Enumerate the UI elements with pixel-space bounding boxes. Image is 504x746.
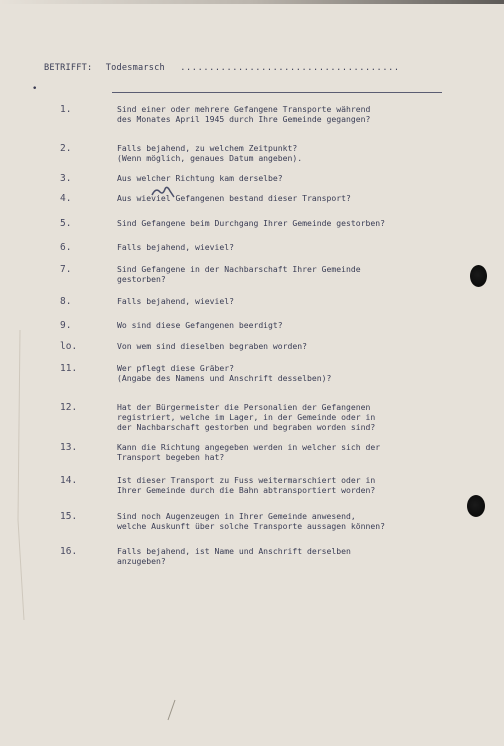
question-text bbox=[117, 264, 477, 284]
subject-value: Todesmarsch bbox=[105, 63, 165, 73]
question-number: 11. bbox=[60, 363, 78, 374]
question-number: 13. bbox=[60, 442, 78, 453]
question-text-line: registriert, welche im Lager, in der Gemeinde oder in bbox=[117, 412, 376, 423]
question-text bbox=[117, 442, 477, 462]
subject-leader-dots: ...................................... bbox=[180, 63, 400, 73]
question-number: 16. bbox=[60, 546, 78, 557]
question-text-line: welche Auskunft über solche Transporte aussagen können? bbox=[117, 521, 386, 532]
question-text-line: Wer pflegt diese Gräber? bbox=[117, 363, 234, 373]
question-text-line: Kann die Richtung angegeben werden in welcher sich der bbox=[117, 442, 381, 452]
question-number: 7. bbox=[60, 264, 72, 275]
question-text bbox=[117, 143, 477, 163]
question-number: 4. bbox=[60, 193, 72, 204]
subject-line bbox=[44, 63, 400, 73]
question-number: 2. bbox=[60, 143, 72, 154]
question-text-line: Sind einer oder mehrere Gefangene Transporte während bbox=[117, 104, 371, 114]
question-text bbox=[117, 296, 477, 306]
question-text-line: (Wenn möglich, genaues Datum angeben). bbox=[117, 153, 303, 164]
question-text-line: anzugeben? bbox=[117, 556, 166, 567]
question-text-line: Falls bejahend, ist Name und Anschrift derselben bbox=[117, 546, 351, 556]
question-text bbox=[117, 475, 477, 495]
question-text-line: Transport begeben hat? bbox=[117, 452, 225, 463]
question-number: 15. bbox=[60, 511, 78, 522]
question-number: 14. bbox=[60, 475, 78, 486]
margin-bullet: • bbox=[32, 84, 38, 94]
question-number: 3. bbox=[60, 173, 72, 184]
question-text-line: Ihrer Gemeinde durch die Bahn abtransportiert worden? bbox=[117, 485, 376, 496]
question-text bbox=[117, 402, 477, 433]
question-number: lo. bbox=[60, 341, 78, 352]
question-text-line: Falls bejahend, zu welchem Zeitpunkt? bbox=[117, 143, 298, 153]
question-text-line: Aus wieviel Gefangenen bestand dieser Transport? bbox=[117, 193, 351, 203]
subject-label: BETRIFFT: bbox=[44, 63, 93, 73]
question-number: 8. bbox=[60, 296, 72, 307]
question-text-line: Ist dieser Transport zu Fuss weitermarschiert oder in bbox=[117, 475, 376, 485]
question-text bbox=[117, 511, 477, 531]
question-text-line: Sind Gefangene in der Nachbarschaft Ihrer Gemeinde bbox=[117, 264, 361, 274]
question-number: 9. bbox=[60, 320, 72, 331]
question-text-line: Sind Gefangene beim Durchgang Ihrer Gemeinde gestorben? bbox=[117, 218, 386, 228]
question-text-line: Wo sind diese Gefangenen beerdigt? bbox=[117, 320, 283, 330]
question-number: 6. bbox=[60, 242, 72, 253]
question-text-line: Hat der Bürgermeister die Personalien der Gefangenen bbox=[117, 402, 371, 412]
question-text-line: Falls bejahend, wieviel? bbox=[117, 296, 234, 306]
question-text-line: gestorben? bbox=[117, 274, 166, 285]
question-text bbox=[117, 173, 477, 183]
question-number: 1. bbox=[60, 104, 72, 115]
question-text-line: des Monates April 1945 durch Ihre Gemeinde gegangen? bbox=[117, 114, 371, 125]
question-text-line: Von wem sind dieselben begraben worden? bbox=[117, 341, 308, 351]
question-text-line: Aus welcher Richtung kam derselbe? bbox=[117, 173, 283, 183]
question-text bbox=[117, 320, 477, 330]
question-number: 5. bbox=[60, 218, 72, 229]
question-text bbox=[117, 546, 477, 566]
punch-hole-upper bbox=[470, 265, 487, 287]
question-text-line: Sind noch Augenzeugen in Ihrer Gemeinde anwesend, bbox=[117, 511, 356, 521]
question-text bbox=[117, 104, 477, 124]
question-text bbox=[117, 341, 477, 351]
question-text-line: (Angabe des Namens und Anschrift desselben)? bbox=[117, 373, 332, 384]
question-text-line: Falls bejahend, wieviel? bbox=[117, 242, 234, 252]
question-text-line: der Nachbarschaft gestorben und begraben worden sind? bbox=[117, 422, 376, 433]
question-text bbox=[117, 242, 477, 252]
header-rule bbox=[112, 92, 442, 93]
pen-scribble bbox=[150, 183, 178, 199]
page-edge-shadow bbox=[0, 0, 504, 4]
question-number: 12. bbox=[60, 402, 78, 413]
punch-hole-lower bbox=[467, 495, 485, 517]
question-text bbox=[117, 363, 477, 383]
question-text bbox=[117, 218, 477, 228]
